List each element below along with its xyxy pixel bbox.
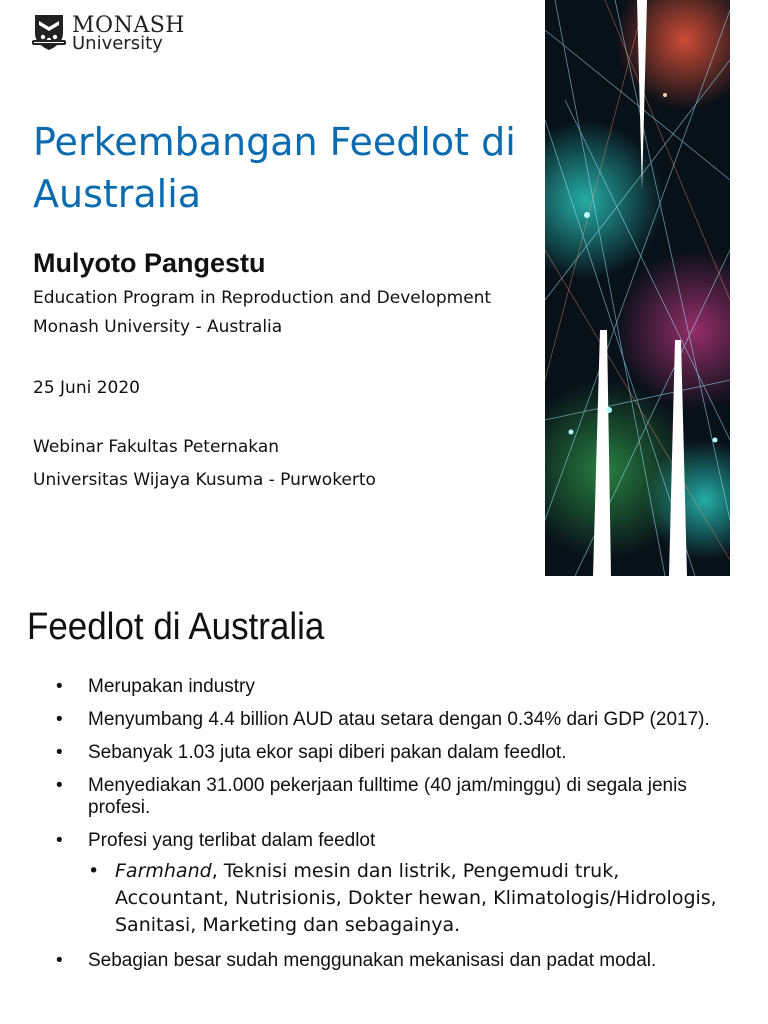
bullet-icon: • — [56, 950, 63, 971]
affiliation-program: Education Program in Reproduction and Development — [33, 288, 492, 308]
sub-item-emphasis: Farmhand — [115, 860, 212, 882]
content-slide — [0, 590, 768, 1024]
logo-text-monash: MONASH — [72, 13, 185, 38]
sub-bullet-list — [88, 858, 736, 939]
list-item: • Menyumbang 4.4 billion AUD atau setara dengan 0.34% dari GDP (2017). — [56, 709, 710, 730]
content-slide-title: Feedlot di Australia — [27, 606, 325, 648]
monash-crest-icon — [32, 13, 66, 51]
monash-logo — [32, 13, 185, 55]
sub-list-item — [88, 858, 736, 939]
bullet-icon: • — [56, 676, 63, 697]
affiliation-university: Monash University - Australia — [33, 317, 283, 337]
list-item: • Menyediakan 31.000 pekerjaan fulltime (40 jam/minggu) di segala jenis profesi. — [56, 775, 687, 818]
sub-bullet-icon: • — [88, 860, 100, 882]
bullet-icon: • — [56, 709, 63, 730]
bullet-icon: • — [56, 775, 63, 796]
list-item: • Merupakan industry — [56, 676, 255, 697]
list-item: • Sebanyak 1.03 juta ekor sapi diberi pakan dalam feedlot. — [56, 742, 567, 763]
event-university: Universitas Wijaya Kusuma - Purwokerto — [33, 470, 376, 490]
bullet-icon: • — [56, 742, 63, 763]
slide-title: Perkembangan Feedlot di Australia — [33, 120, 516, 216]
author-name: Mulyoto Pangestu — [33, 248, 266, 278]
bullet-list — [56, 676, 736, 983]
presentation-date: 25 Juni 2020 — [33, 378, 140, 398]
logo-text-university: University — [72, 33, 163, 54]
abstract-network-image — [545, 0, 730, 576]
event-faculty: Webinar Fakultas Peternakan — [33, 437, 280, 457]
list-item: • Sebagian besar sudah menggunakan mekanisasi dan padat modal. — [56, 950, 657, 971]
sub-item-text: , Teknisi mesin dan listrik, Pengemudi truk, Accountant, Nutrisionis, Dokter hewan, Klimatologis/Hidrologis, Sanitasi, Marketing dan sebagainya. — [115, 860, 717, 936]
list-item: • Profesi yang terlibat dalam feedlot • Farmhand, Teknisi mesin dan listrik, Pengemudi truk, Accountant, Nutrisionis, Dokter hewan, Klimatologis/Hidrologis, Sanitasi, Marketing dan sebagainya. — [56, 830, 736, 939]
bullet-icon: • — [56, 830, 63, 851]
